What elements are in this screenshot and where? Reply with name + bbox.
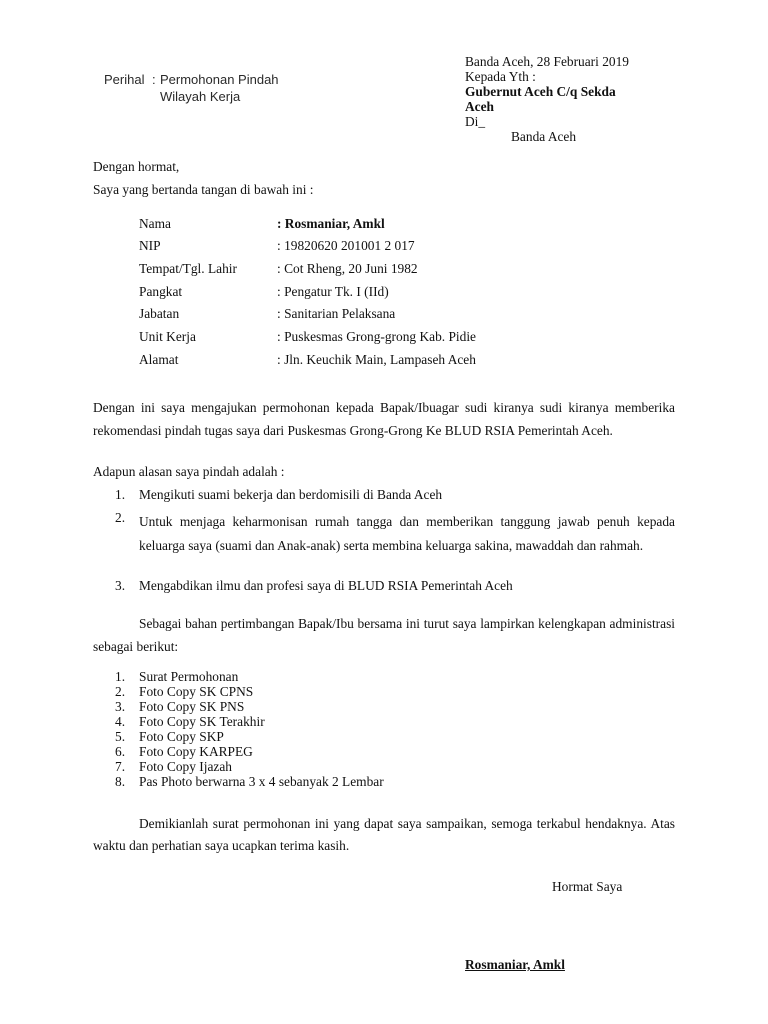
identity-value: : Jln. Keuchik Main, Lampaseh Aceh (277, 352, 476, 367)
signature-name: Rosmaniar, Amkl (465, 957, 565, 972)
request-paragraph: Dengan ini saya mengajukan permohonan kepada Bapak/Ibuagar sudi kiranya sudi kiranya memberika rekomendasi pindah tugas saya dari Puskesmas Grong-Grong Ke BLUD RSIA Pemerintah Aceh. (93, 400, 675, 438)
closing-paragraph: Demikianlah surat permohonan ini yang dapat saya sampaikan, semoga terkabul hendaknya. Atas waktu dan perhatian saya ucapkan terima kasih. (93, 816, 675, 853)
recipient-name-line2: Aceh (465, 99, 495, 114)
reason-number: 2. (115, 510, 126, 525)
reason-number: 1. (115, 487, 126, 502)
identity-label: Tempat/Tgl. Lahir (139, 261, 237, 276)
subject-line1: Permohonan Pindah (160, 72, 279, 87)
subject-label: Perihal (104, 72, 145, 87)
attachments-intro: Sebagai bahan pertimbangan Bapak/Ibu bersama ini turut saya lampirkan kelengkapan administrasi sebagai berikut: (93, 616, 675, 654)
attachment-number: 5. (115, 729, 126, 744)
identity-label: Pangkat (139, 284, 183, 299)
attachment-number: 7. (115, 759, 126, 774)
salutation: Dengan hormat, (93, 159, 180, 174)
identity-label: Jabatan (139, 306, 180, 321)
identity-value: : Puskesmas Grong-grong Kab. Pidie (277, 329, 476, 344)
identity-value: : 19820620 201001 2 017 (277, 238, 415, 253)
identity-label: Nama (139, 216, 171, 231)
attachment-text: Foto Copy SK PNS (139, 699, 245, 714)
identity-value: : Rosmaniar, Amkl (277, 216, 385, 231)
attachment-number: 3. (115, 699, 126, 714)
recipient-to: Kepada Yth : (465, 69, 536, 84)
identity-value: : Pengatur Tk. I (IId) (277, 284, 389, 299)
attachment-text: Foto Copy SK CPNS (139, 684, 254, 699)
recipient-city: Banda Aceh (511, 129, 577, 144)
identity-label: Alamat (139, 352, 179, 367)
signature-regards: Hormat Saya (552, 879, 623, 894)
subject-line2: Wilayah Kerja (160, 89, 241, 104)
attachment-number: 2. (115, 684, 126, 699)
reasons-intro: Adapun alasan saya pindah adalah : (93, 464, 285, 479)
recipient-name-line1: Gubernut Aceh C/q Sekda (465, 84, 616, 99)
attachment-number: 6. (115, 744, 126, 759)
subject-separator: : (152, 72, 156, 87)
attachment-text: Surat Permohonan (139, 669, 239, 684)
attachment-number: 8. (115, 774, 126, 789)
reason-text: Mengabdikan ilmu dan profesi saya di BLUD RSIA Pemerintah Aceh (139, 578, 513, 593)
identity-label: Unit Kerja (139, 329, 196, 344)
identity-label: NIP (139, 238, 161, 253)
identity-value: : Sanitarian Pelaksana (277, 306, 396, 321)
attachment-text: Foto Copy Ijazah (139, 759, 232, 774)
reason-text: Untuk menjaga keharmonisan rumah tangga dan memberikan tanggung jawab penuh kepada keluarga saya (suami dan Anak-anak) serta membina keluarga sakina, mawaddah dan rahmah. (139, 514, 675, 553)
reason-number: 3. (115, 578, 126, 593)
recipient-di: Di_ (465, 114, 486, 129)
identity-value: : Cot Rheng, 20 Juni 1982 (277, 261, 418, 276)
attachment-text: Foto Copy KARPEG (139, 744, 253, 759)
place-date: Banda Aceh, 28 Februari 2019 (465, 54, 629, 69)
attachment-text: Foto Copy SKP (139, 729, 224, 744)
attachment-number: 4. (115, 714, 126, 729)
intro-sentence: Saya yang bertanda tangan di bawah ini : (93, 182, 314, 197)
reason-text: Mengikuti suami bekerja dan berdomisili di Banda Aceh (139, 487, 443, 502)
attachment-number: 1. (115, 669, 126, 684)
attachment-text: Pas Photo berwarna 3 x 4 sebanyak 2 Lembar (139, 774, 384, 789)
attachment-text: Foto Copy SK Terakhir (139, 714, 265, 729)
